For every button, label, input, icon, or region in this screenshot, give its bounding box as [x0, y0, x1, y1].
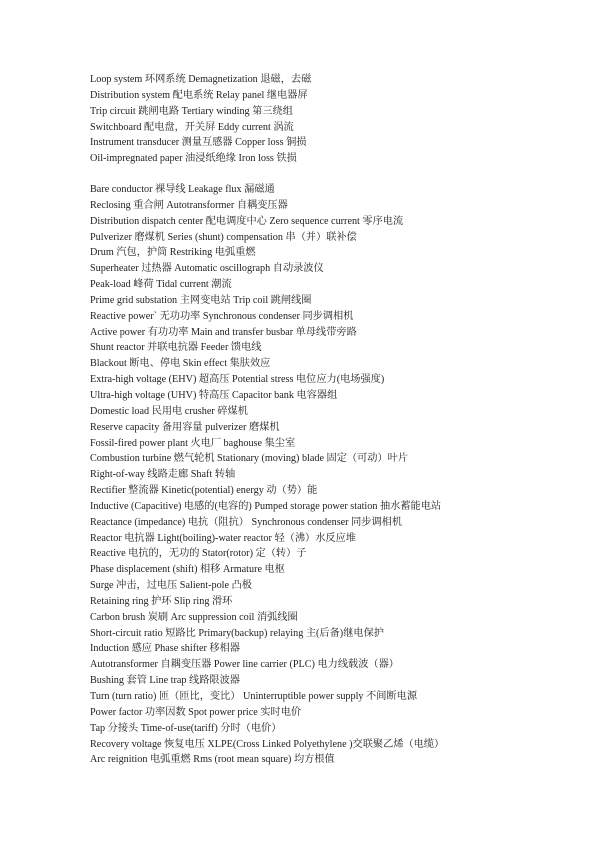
glossary-line: Inductive (Capacitive) 电感的(电容的) Pumped storage power station 抽水蓄能电站	[90, 500, 442, 512]
glossary-line: Autotransformer 自耦变压器 Power line carrier (PLC) 电力线载波（器）	[90, 659, 399, 671]
glossary-line: Reclosing 重合闸 Autotransformer 自耦变压器	[90, 199, 288, 211]
glossary-line: Blackout 断电、停电 Skin effect 集肤效应	[90, 358, 271, 370]
glossary-line: Reserve capacity 备用容量 pulverizer 磨煤机	[90, 421, 280, 433]
glossary-line: Phase displacement (shift) 相移 Armature 电枢	[90, 564, 285, 576]
glossary-line: Extra-high voltage (EHV) 超高压 Potential stress 电位应力(电场强度)	[90, 374, 385, 386]
glossary-line: Recovery voltage 恢复电压 XLPE(Cross Linked Polyethylene )交联聚乙烯（电缆）	[90, 738, 445, 750]
glossary-line: Reactive power` 无功功率 Synchronous condenser 同步调相机	[90, 310, 354, 322]
glossary-line: Domestic load 民用电 crusher 碎煤机	[90, 405, 248, 417]
glossary-line: Active power 有功功率 Main and transfer busbar 单母线带旁路	[90, 326, 357, 338]
glossary-line: Instrument transducer 测量互感器 Copper loss 铜损	[90, 137, 307, 149]
glossary-line: Shunt reactor 并联电抗器 Feeder 馈电线	[90, 342, 262, 354]
glossary-line: Ultra-high voltage (UHV) 特高压 Capacitor bank 电容器组	[90, 389, 338, 401]
glossary-line: Tap 分接头 Time-of-use(tariff) 分时（电价）	[90, 722, 282, 734]
glossary-line: Right-of-way 线路走廊 Shaft 转轴	[90, 469, 236, 481]
glossary-line: Induction 感应 Phase shifter 移相器	[90, 643, 240, 655]
glossary-line: Superheater 过热器 Automatic oscillograph 自动录波仪	[90, 263, 324, 275]
glossary-section-1	[90, 72, 560, 167]
glossary-line: Pulverizer 磨煤机 Series (shunt) compensation 串（并）联补偿	[90, 231, 357, 243]
glossary-line: Peak-load 峰荷 Tidal current 潮流	[90, 279, 232, 291]
glossary-line: Reactance (impedance) 电抗（阻抗） Synchronous condenser 同步调相机	[90, 516, 403, 528]
glossary-line: Retaining ring 护环 Slip ring 滑环	[90, 595, 233, 607]
glossary-line: Short-circuit ratio 短路比 Primary(backup) relaying 主(后备)继电保护	[90, 627, 384, 639]
glossary-line: Distribution dispatch center 配电调度中心 Zero sequence current 零序电流	[90, 215, 404, 227]
glossary-line: Bare conductor 裸导线 Leakage flux 漏磁通	[90, 184, 275, 195]
glossary-line: Reactor 电抗器 Light(boiling)-water reactor 轻（沸）水反应堆	[90, 532, 356, 544]
glossary-line: Trip circuit 跳闸电路 Tertiary winding 第三绕组	[90, 105, 293, 117]
glossary-line: Arc reignition 电弧重燃 Rms (root mean square) 均方根值	[90, 754, 335, 766]
glossary-line: Power factor 功率因数 Spot power price 实时电价	[90, 706, 302, 718]
glossary-line: Turn (turn ratio) 匝（匝比，变比） Uninterruptible power supply 不间断电源	[90, 691, 418, 702]
glossary-line: Switchboard 配电盘，开关屏 Eddy current 涡流	[90, 121, 294, 133]
glossary-line: Combustion turbine 燃气轮机 Stationary (moving) blade 固定（可动）叶片	[90, 453, 409, 465]
glossary-section-2	[90, 182, 560, 768]
glossary-line: Prime grid substation 主网变电站 Trip coil 跳闸线圈	[90, 294, 312, 306]
glossary-line: Distribution system 配电系统 Relay panel 继电器屏	[90, 89, 308, 101]
glossary-line: Rectifier 整流器 Kinetic(potential) energy 动（势）能	[90, 485, 318, 497]
glossary-line: Fossil-fired power plant 火电厂 baghouse 集尘室	[90, 437, 296, 449]
glossary-line: Surge 冲击，过电压 Salient-pole 凸极	[90, 580, 252, 592]
glossary-line: Reactive 电抗的，无功的 Stator(rotor) 定（转）子	[90, 548, 307, 560]
glossary-line: Bushing 套管 Line trap 线路限波器	[90, 675, 240, 687]
glossary-line: Drum 汽包，护筒 Restriking 电弧重燃	[90, 247, 256, 259]
glossary-line: Carbon brush 炭刷 Arc suppression coil 消弧线圈	[90, 611, 298, 623]
glossary-line: Loop system 环网系统 Demagnetization 退磁，去磁	[90, 74, 312, 85]
glossary-line: Oil-impregnated paper 油浸纸绝缘 Iron loss 铁损	[90, 153, 297, 165]
